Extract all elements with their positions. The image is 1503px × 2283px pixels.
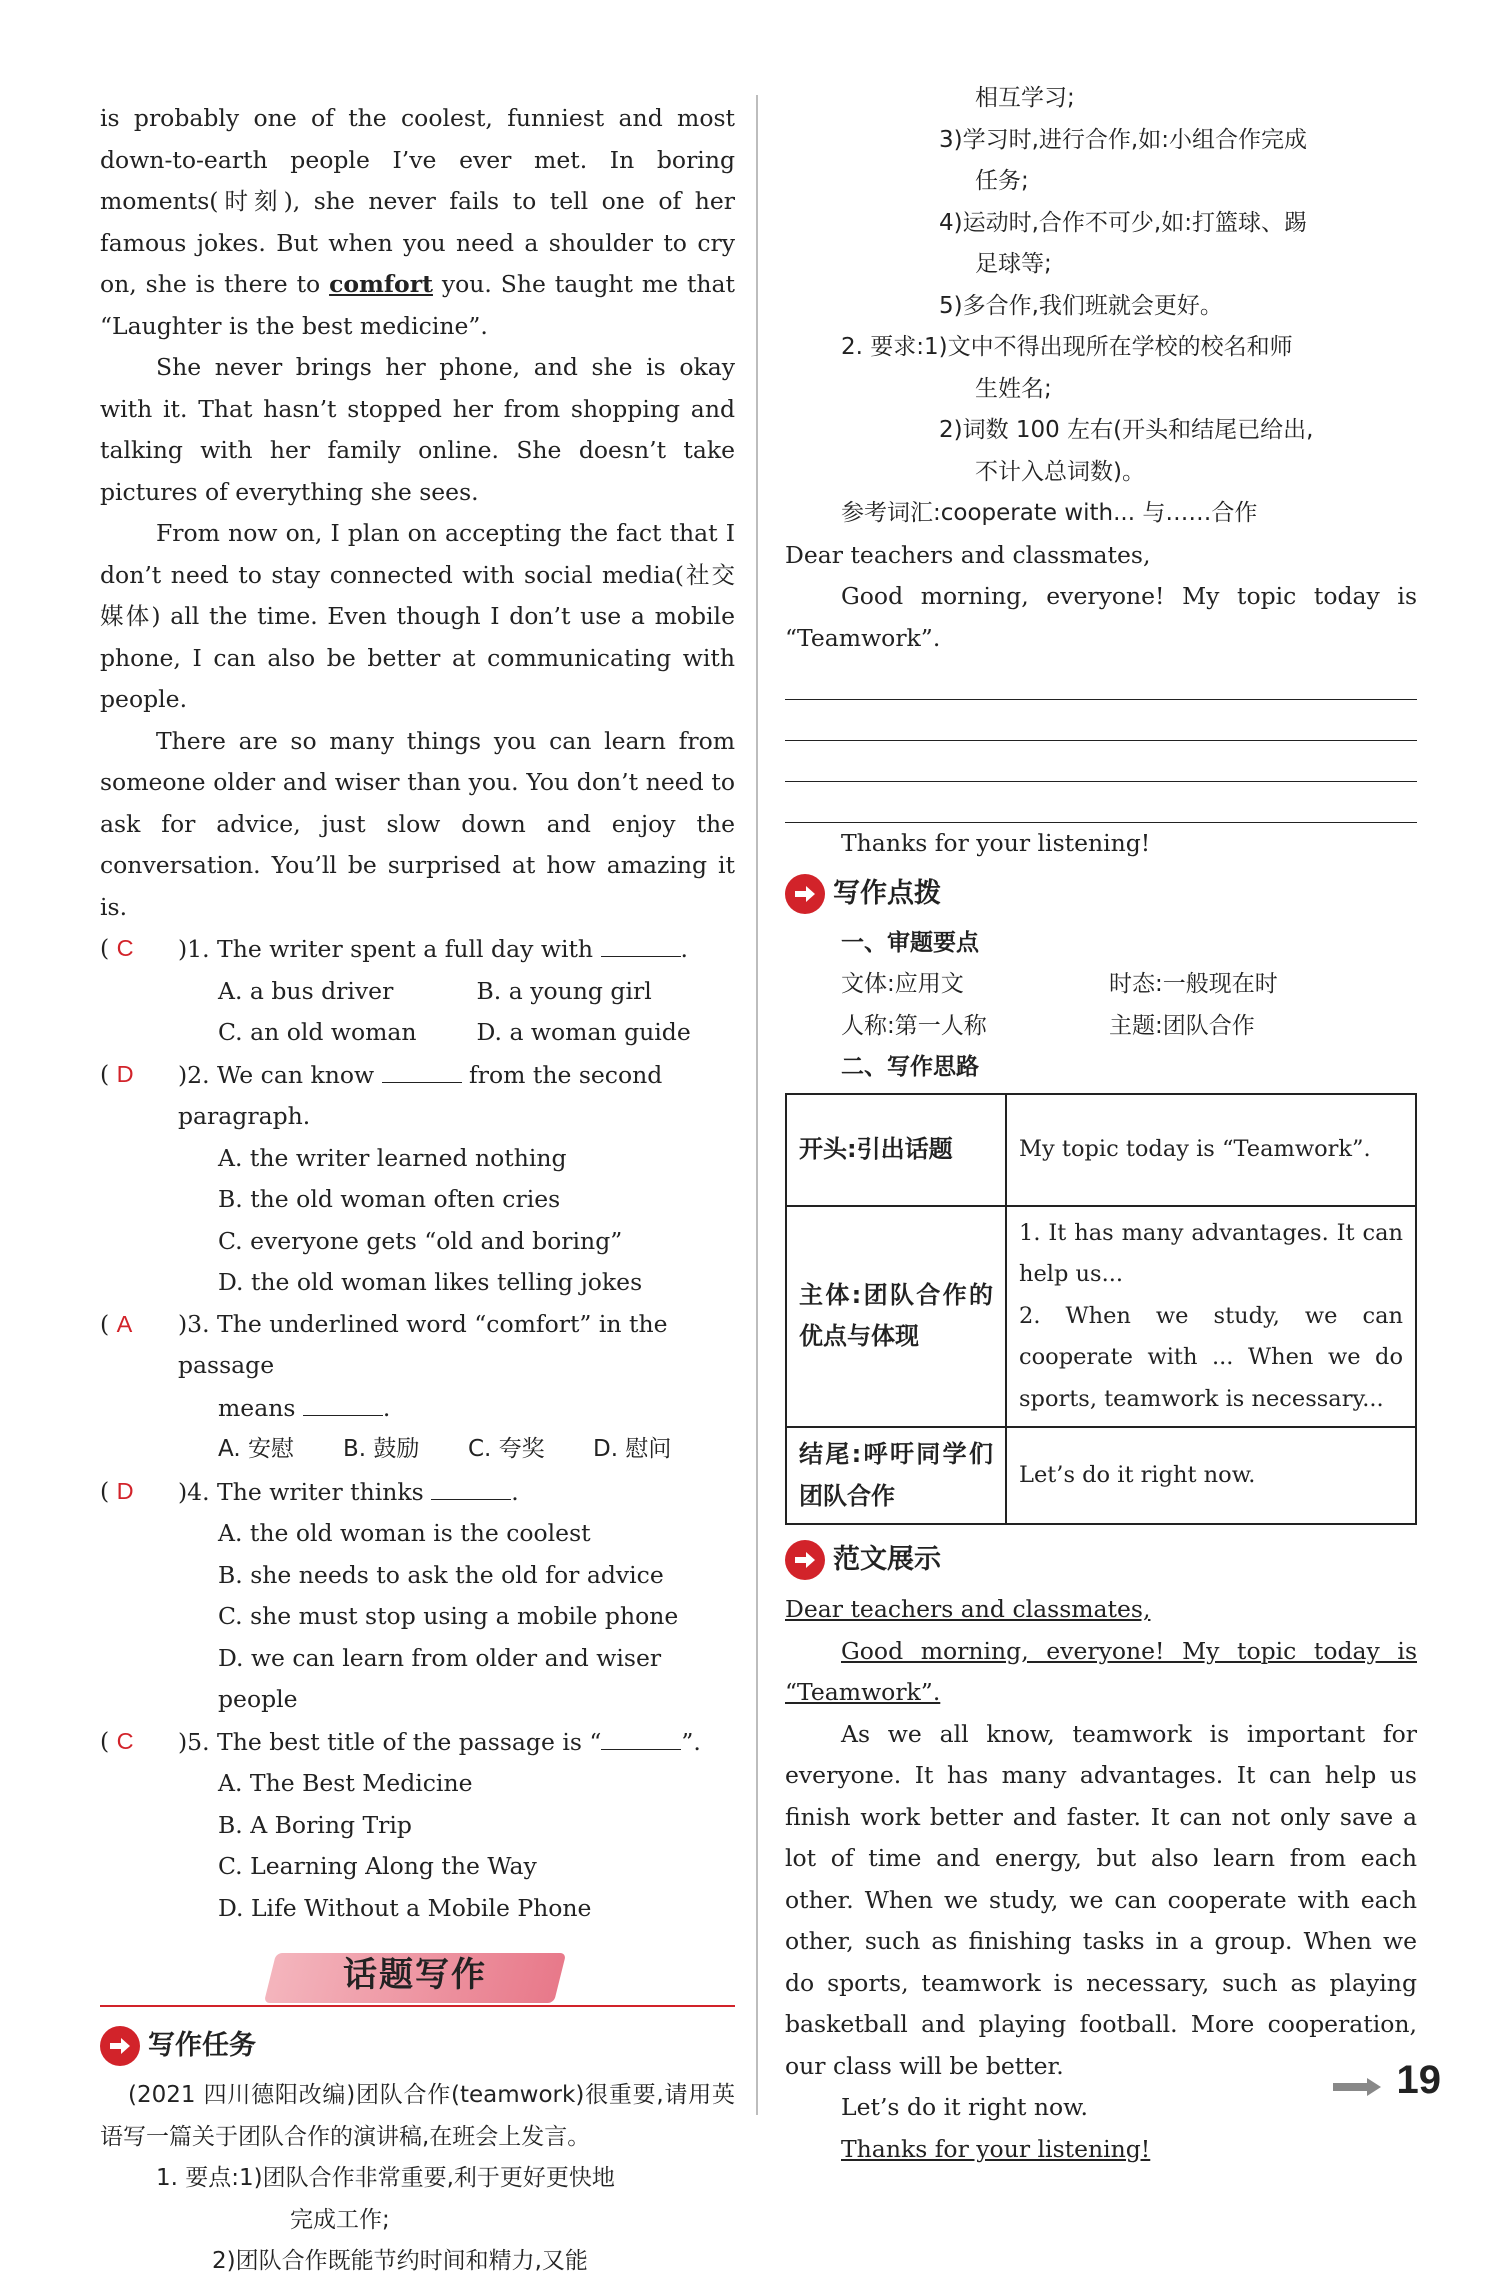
answer-blank [303, 1387, 383, 1416]
question-5: ( C )5. The best title of the passage is “ ”. A. The Best Medicine B. A Boring Trip C. Learning Along the Way D. Life Without a Mobile Phone [100, 1721, 735, 1930]
option: C. everyone gets “old and boring” [218, 1226, 623, 1255]
writing-line [785, 700, 1417, 741]
passage-paragraph-1: is probably one of the coolest, funniest and most down-to-earth people I’ve ever met. In boring moments(时刻), she never fails to tell one of her famous jokes. But when you need a shoulder to cry on, she is there to comfort you. She taught me that “Laughter is the best medicine”. [100, 104, 735, 340]
banner-title: 话题写作 [343, 1955, 487, 1995]
sample-end: Let’s do it right now. [841, 2093, 1088, 2121]
option: D. we can learn from older and wiser people [218, 1643, 662, 1713]
comfort-word: comfort [329, 270, 433, 298]
option: D. the old woman likes telling jokes [218, 1268, 643, 1296]
sample-opening: Good morning, everyone! My topic today is “Teamwork”. [785, 1636, 1417, 1706]
sub-heading-1: 一、审题要点 [841, 929, 979, 956]
option: A. 安慰 [218, 1436, 294, 1462]
table-cell-key: 结尾:呼吁同学们团队合作 [786, 1427, 1006, 1524]
requirement-2: 2)词数 100 左右(开头和结尾已给出, [939, 417, 1314, 443]
sample-thanks: Thanks for your listening! [841, 2134, 1151, 2163]
table-cell-value: Let’s do it right now. [1006, 1427, 1416, 1524]
option: A. the writer learned nothing [218, 1143, 567, 1172]
key-points-row-1: 文体:应用文 时态:一般现在时 [841, 971, 1278, 997]
sample-body: As we all know, teamwork is important for everyone. It has many advantages. It can help us finish work better and faster. It can not only save a lot of time and energy, but also learn from each other. When we study, we can cooperate with each other, such as finishing tasks in a group. When we do sports, teamwork is necessary, such as playing basketball and playing football. More cooperation, our class will be better. [785, 1719, 1417, 2080]
answer-3: A [116, 1310, 133, 1337]
writing-task-heading: 写作任务 [100, 2017, 735, 2075]
passage-paragraph-3: From now on, I plan on accepting the fact that I don’t need to stay connected with social media(社交媒体) all the time. Even though I don’t use a mobile phone, I can also be better at communicating with people. [100, 519, 735, 713]
left-column [100, 98, 735, 2283]
option: B. the old woman often cries [218, 1185, 561, 1213]
point-1-cont: 完成工作; [290, 2206, 390, 2233]
requirement-2-cont: 不计入总词数)。 [975, 458, 1145, 485]
point-3-cont: 任务; [975, 168, 1029, 194]
answer-blank [601, 1721, 681, 1750]
banner-line [100, 2005, 735, 2007]
point-1: 1. 要点:1)团队合作非常重要,利于更好更快地 [156, 2165, 615, 2191]
sample-greeting: Dear teachers and classmates, [785, 1595, 1151, 1623]
question-4: ( D )4. The writer thinks . A. the old woman is the coolest B. she needs to ask the old for advice C. she must stop using a mobile phone D. we can learn from older and wiser people [100, 1471, 735, 1721]
answer-blank [601, 928, 681, 957]
option: C. an old woman [218, 1018, 417, 1046]
question-1: ( C )1. The writer spent a full day with . A. a bus driver B. a young girl C. an old woman D. a woman guide [100, 928, 735, 1054]
option: D. 慰问 [593, 1436, 672, 1462]
option: C. 夸奖 [468, 1436, 545, 1462]
question-2: ( D )2. We can know from the second paragraph. A. the writer learned nothing B. the old woman often cries C. everyone gets “old and boring” D. the old woman likes telling jokes [100, 1054, 735, 1304]
column-divider [756, 95, 758, 2115]
outline-table [785, 1093, 1417, 1526]
passage-paragraph-4: There are so many things you can learn from someone older and wiser than you. You don’t need to ask for advice, just slow down and enjoy the conversation. You’ll be surprised at how amazing it is. [100, 726, 735, 921]
point-5: 5)多合作,我们班就会更好。 [939, 292, 1223, 319]
table-row [786, 1427, 1416, 1524]
answer-5: C [116, 1727, 134, 1754]
page-arrow-icon [1333, 2078, 1383, 2096]
option: D. a woman guide [476, 1018, 691, 1046]
table-cell-value: My topic today is “Teamwork”. [1006, 1094, 1416, 1206]
reference-vocab: 参考词汇:cooperate with... 与……合作 [841, 500, 1258, 526]
writing-tips-heading: 写作点拨 [785, 865, 1417, 923]
point-2-cont: 相互学习; [975, 85, 1075, 111]
option: B. 鼓励 [343, 1436, 420, 1462]
option: A. the old woman is the coolest [218, 1519, 591, 1547]
arrow-right-icon [100, 2026, 140, 2066]
passage-paragraph-2: She never brings her phone, and she is okay with it. That hasn’t stopped her from shopping and talking with her family online. She doesn’t take pictures of everything she sees. [100, 353, 735, 506]
table-cell-key: 主体:团队合作的优点与体现 [786, 1206, 1006, 1428]
option: B. she needs to ask the old for advice [218, 1560, 664, 1589]
sample-heading: 范文展示 [785, 1531, 1417, 1589]
letter-greeting: Dear teachers and classmates, [785, 540, 1151, 569]
table-row [786, 1206, 1416, 1428]
option: B. A Boring Trip [218, 1810, 412, 1839]
writing-line [785, 782, 1417, 823]
letter-closing: Thanks for your listening! [841, 829, 1151, 857]
letter-opening: Good morning, everyone! My topic today is “Teamwork”. [785, 582, 1417, 652]
writing-line [785, 659, 1417, 700]
point-4-cont: 足球等; [975, 251, 1052, 277]
point-3: 3)学习时,进行合作,如:小组合作完成 [939, 126, 1307, 153]
arrow-right-icon [785, 874, 825, 914]
page-number: 19 [1396, 2058, 1441, 2102]
arrow-right-icon [785, 1540, 825, 1580]
option: A. The Best Medicine [218, 1769, 473, 1797]
answer-blank [431, 1471, 511, 1500]
answer-2: D [116, 1060, 134, 1087]
writing-line [785, 741, 1417, 782]
table-cell-value: 1. It has many advantages. It can help us... 2. When we study, we can cooperate with ... When we do sports, teamwork is necessary... [1006, 1206, 1416, 1428]
point-4: 4)运动时,合作不可少,如:打篮球、踢 [939, 209, 1307, 236]
right-column [785, 85, 1417, 2170]
question-3: ( A )3. The underlined word “comfort” in the passage means . A. 安慰 B. 鼓励 C. 夸奖 D. 慰问 [100, 1304, 735, 1471]
key-points-row-2: 人称:第一人称 主题:团队合作 [841, 1012, 1255, 1039]
requirement-1-cont: 生姓名; [975, 375, 1052, 402]
option: C. Learning Along the Way [218, 1852, 537, 1880]
option: D. Life Without a Mobile Phone [218, 1893, 592, 1922]
answer-1: C [116, 935, 134, 961]
answer-4: D [116, 1477, 134, 1504]
table-row [786, 1094, 1416, 1206]
topic-writing-banner [100, 1939, 735, 2017]
table-cell-key: 开头:引出话题 [786, 1094, 1006, 1206]
point-2: 2)团队合作既能节约时间和精力,又能 [212, 2248, 588, 2274]
option: A. a bus driver [218, 976, 394, 1005]
sub-heading-2: 二、写作思路 [841, 1054, 979, 1080]
option: C. she must stop using a mobile phone [218, 1602, 679, 1630]
option: B. a young girl [476, 976, 652, 1005]
answer-blank [382, 1054, 462, 1083]
requirement-1: 2. 要求:1)文中不得出现所在学校的校名和师 [841, 334, 1293, 360]
task-description: (2021 四川德阳改编)团队合作(teamwork)很重要,请用英语写一篇关于团队合作的演讲稿,在班会上发言。 [100, 2082, 735, 2150]
